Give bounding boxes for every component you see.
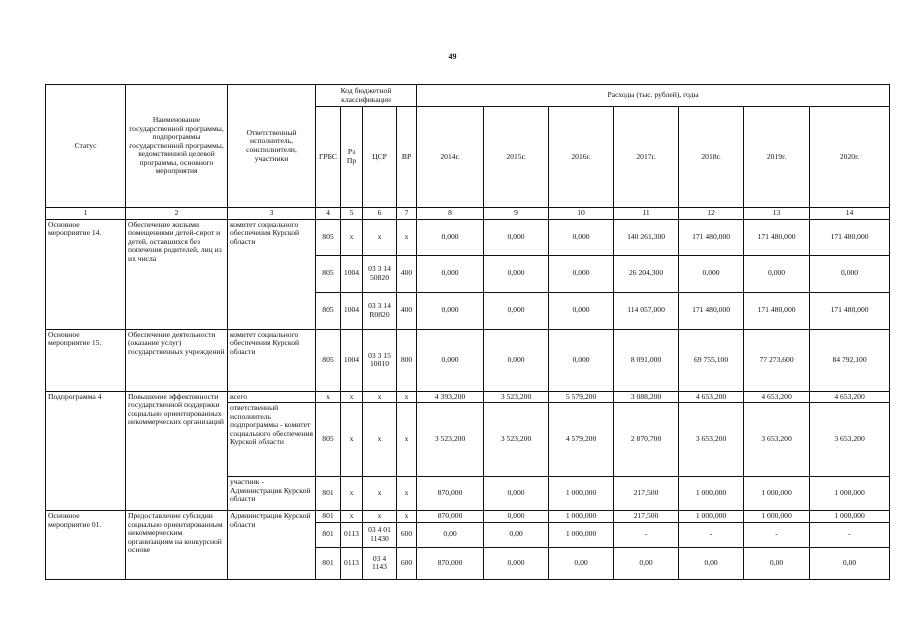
cell-value: 1 000,000 [810,477,890,511]
cell-value: 0,000 [810,255,890,292]
header-csr: ЦСР [363,107,397,208]
cell-value: 0,00 [679,547,744,579]
cell-value: 2 870,700 [614,403,679,477]
cell-value: 0,000 [417,219,484,255]
header-year: 2014г. [417,107,484,208]
header-responsible: Ответственный исполнитель, соисполнители, участники [228,85,316,208]
cell-grbs: 805 [316,219,341,255]
column-number: 13 [744,208,810,220]
header-expenses: Расходы (тыс. рублей), годы [417,85,890,107]
cell-csr: 03 3 14 R0820 [363,292,397,329]
cell-value: - [679,522,744,547]
column-number: 14 [810,208,890,220]
cell-value: 0,000 [484,511,549,523]
cell-value: 4 653,200 [679,391,744,403]
cell-value: 3 523,200 [484,403,549,477]
cell-rzpr: 0113 [341,522,363,547]
cell-value: 0,000 [417,329,484,391]
row-responsible: комитет социального обеспечения Курской области [228,329,316,391]
cell-rzpr: 1004 [341,329,363,391]
cell-value: - [810,522,890,547]
cell-value: 84 792,100 [810,329,890,391]
cell-value: 0,00 [549,547,614,579]
cell-csr: х [363,511,397,523]
row-responsible: ответственный исполнитель подпрограммы - комитет социального обеспечения Курской области [228,403,316,477]
header-year: 2019г. [744,107,810,208]
column-number: 6 [363,208,397,220]
cell-value: 0,000 [484,329,549,391]
cell-value: 4 653,200 [744,391,810,403]
cell-value: 0,00 [417,522,484,547]
cell-value: - [614,522,679,547]
cell-value: 217,500 [614,477,679,511]
cell-csr: 03 4 1143 [363,547,397,579]
cell-value: 0,00 [810,547,890,579]
cell-value: 0,00 [614,547,679,579]
cell-value: 0,000 [549,292,614,329]
cell-value: 870,000 [417,477,484,511]
row-responsible: участник - Администрация Курской области [228,477,316,511]
cell-csr: х [363,219,397,255]
row-name: Обеспечение деятельности (оказание услуг) государственных учреждений [126,329,228,391]
row-name: Обеспечение жилыми помещениями детей-сирот и детей, оставшихся без попечения родителей, лиц из их числа [126,219,228,329]
header-vr: ВР [397,107,417,208]
cell-rzpr: 1004 [341,255,363,292]
column-number: 4 [316,208,341,220]
cell-rzpr: 1004 [341,292,363,329]
header-budget-code: Код бюджетной классификации [316,85,417,107]
cell-value: 0,000 [484,255,549,292]
cell-value: - [744,522,810,547]
column-number: 12 [679,208,744,220]
cell-value: 3 653,200 [810,403,890,477]
cell-value: 0,000 [549,255,614,292]
header-year: 2016г. [549,107,614,208]
cell-value: 0,000 [417,292,484,329]
column-number: 3 [228,208,316,220]
cell-csr: 03 3 15 10010 [363,329,397,391]
cell-value: 0,000 [484,292,549,329]
cell-rzpr: х [341,391,363,403]
cell-value: 0,000 [549,329,614,391]
cell-value: 171 480,000 [744,219,810,255]
cell-rzpr: х [341,511,363,523]
row-status: Основное мероприятие 01. [46,511,126,580]
table-row [46,511,890,523]
cell-value: 870,000 [417,511,484,523]
cell-grbs: 801 [316,477,341,511]
cell-value: 3 523,200 [484,391,549,403]
header-year: 2017г. [614,107,679,208]
header-year: 2018г. [679,107,744,208]
row-responsible: Администрация Курской области [228,511,316,580]
row-responsible: комитет социального обеспечения Курской области [228,219,316,329]
cell-csr: х [363,477,397,511]
budget-table [45,84,890,580]
row-name: Предоставление субсидии социально ориентированным некоммерческим организациям на конкурсной основе [126,511,228,580]
table-row [46,219,890,255]
cell-grbs: 805 [316,403,341,477]
cell-value: 1 000,000 [549,477,614,511]
cell-value: 1 000,000 [679,511,744,523]
cell-value: 1 000,000 [744,511,810,523]
cell-value: 3 088,200 [614,391,679,403]
cell-value: 171 480,000 [679,219,744,255]
header-grbs: ГРБС [316,107,341,208]
cell-vr: х [397,511,417,523]
column-number: 8 [417,208,484,220]
cell-vr: 400 [397,255,417,292]
cell-value: 3 653,200 [744,403,810,477]
column-number: 10 [549,208,614,220]
cell-grbs: 805 [316,255,341,292]
row-responsible: всего [228,391,316,403]
cell-value: 69 755,100 [679,329,744,391]
cell-csr: х [363,391,397,403]
row-status: Основное мероприятие 15. [46,329,126,391]
row-status: Подпрограмма 4 [46,391,126,511]
cell-value: 4 579,200 [549,403,614,477]
cell-value: 1 000,000 [810,511,890,523]
cell-vr: х [397,391,417,403]
cell-value: 1 000,000 [679,477,744,511]
cell-grbs: х [316,391,341,403]
cell-value: 0,000 [417,255,484,292]
row-name: Повышение эффективности государственной поддержки социально ориентированных некоммерческих организаций [126,391,228,511]
cell-value: 77 273,600 [744,329,810,391]
cell-value: 171 480,000 [810,292,890,329]
cell-value: 171 480,000 [679,292,744,329]
cell-value: 0,000 [484,477,549,511]
column-number: 2 [126,208,228,220]
cell-rzpr: 0113 [341,547,363,579]
cell-value: 26 204,300 [614,255,679,292]
column-number: 9 [484,208,549,220]
page-number: 49 [448,52,457,61]
header-status: Статус [46,85,126,208]
cell-csr: х [363,403,397,477]
cell-value: 4 653,200 [810,391,890,403]
cell-grbs: 805 [316,292,341,329]
cell-rzpr: х [341,219,363,255]
cell-value: 0,000 [484,547,549,579]
cell-value: 0,00 [484,522,549,547]
cell-vr: 600 [397,547,417,579]
cell-value: 4 393,200 [417,391,484,403]
cell-vr: х [397,477,417,511]
cell-value: 1 000,000 [549,522,614,547]
table-row [46,391,890,403]
cell-value: 171 480,000 [810,219,890,255]
row-status: Основное мероприятие 14. [46,219,126,329]
cell-value: 0,00 [744,547,810,579]
column-number: 1 [46,208,126,220]
cell-value: 1 000,000 [549,511,614,523]
cell-value: 1 000,000 [744,477,810,511]
cell-csr: 03 4 01 11430 [363,522,397,547]
column-number: 7 [397,208,417,220]
cell-value: 0,000 [549,219,614,255]
header-year: 2020г. [810,107,890,208]
cell-value: 0,000 [679,255,744,292]
cell-vr: 800 [397,329,417,391]
cell-rzpr: х [341,403,363,477]
column-number: 11 [614,208,679,220]
cell-grbs: 801 [316,547,341,579]
column-number: 5 [341,208,363,220]
cell-value: 3 523,200 [417,403,484,477]
cell-value: 8 091,000 [614,329,679,391]
table-row [46,329,890,391]
cell-value: 171 480,000 [744,292,810,329]
cell-value: 5 579,200 [549,391,614,403]
cell-vr: 600 [397,522,417,547]
cell-value: 114 057,000 [614,292,679,329]
column-number-row [46,208,890,220]
cell-value: 0,000 [744,255,810,292]
cell-grbs: 805 [316,329,341,391]
cell-value: 870,000 [417,547,484,579]
cell-csr: 03 3 14 50820 [363,255,397,292]
cell-grbs: 801 [316,511,341,523]
cell-rzpr: х [341,477,363,511]
cell-value: 0,000 [484,219,549,255]
header-year: 2015г. [484,107,549,208]
header-rzpr: Рз Пр [341,107,363,208]
cell-value: 217,500 [614,511,679,523]
cell-value: 140 261,300 [614,219,679,255]
cell-vr: 400 [397,292,417,329]
cell-value: 3 653,200 [679,403,744,477]
cell-vr: х [397,219,417,255]
cell-grbs: 801 [316,522,341,547]
header-name: Наименование государственной программы, подпрограммы государственной программы, ведомственной целевой программы, основного мероприятия [126,85,228,208]
cell-vr: х [397,403,417,477]
